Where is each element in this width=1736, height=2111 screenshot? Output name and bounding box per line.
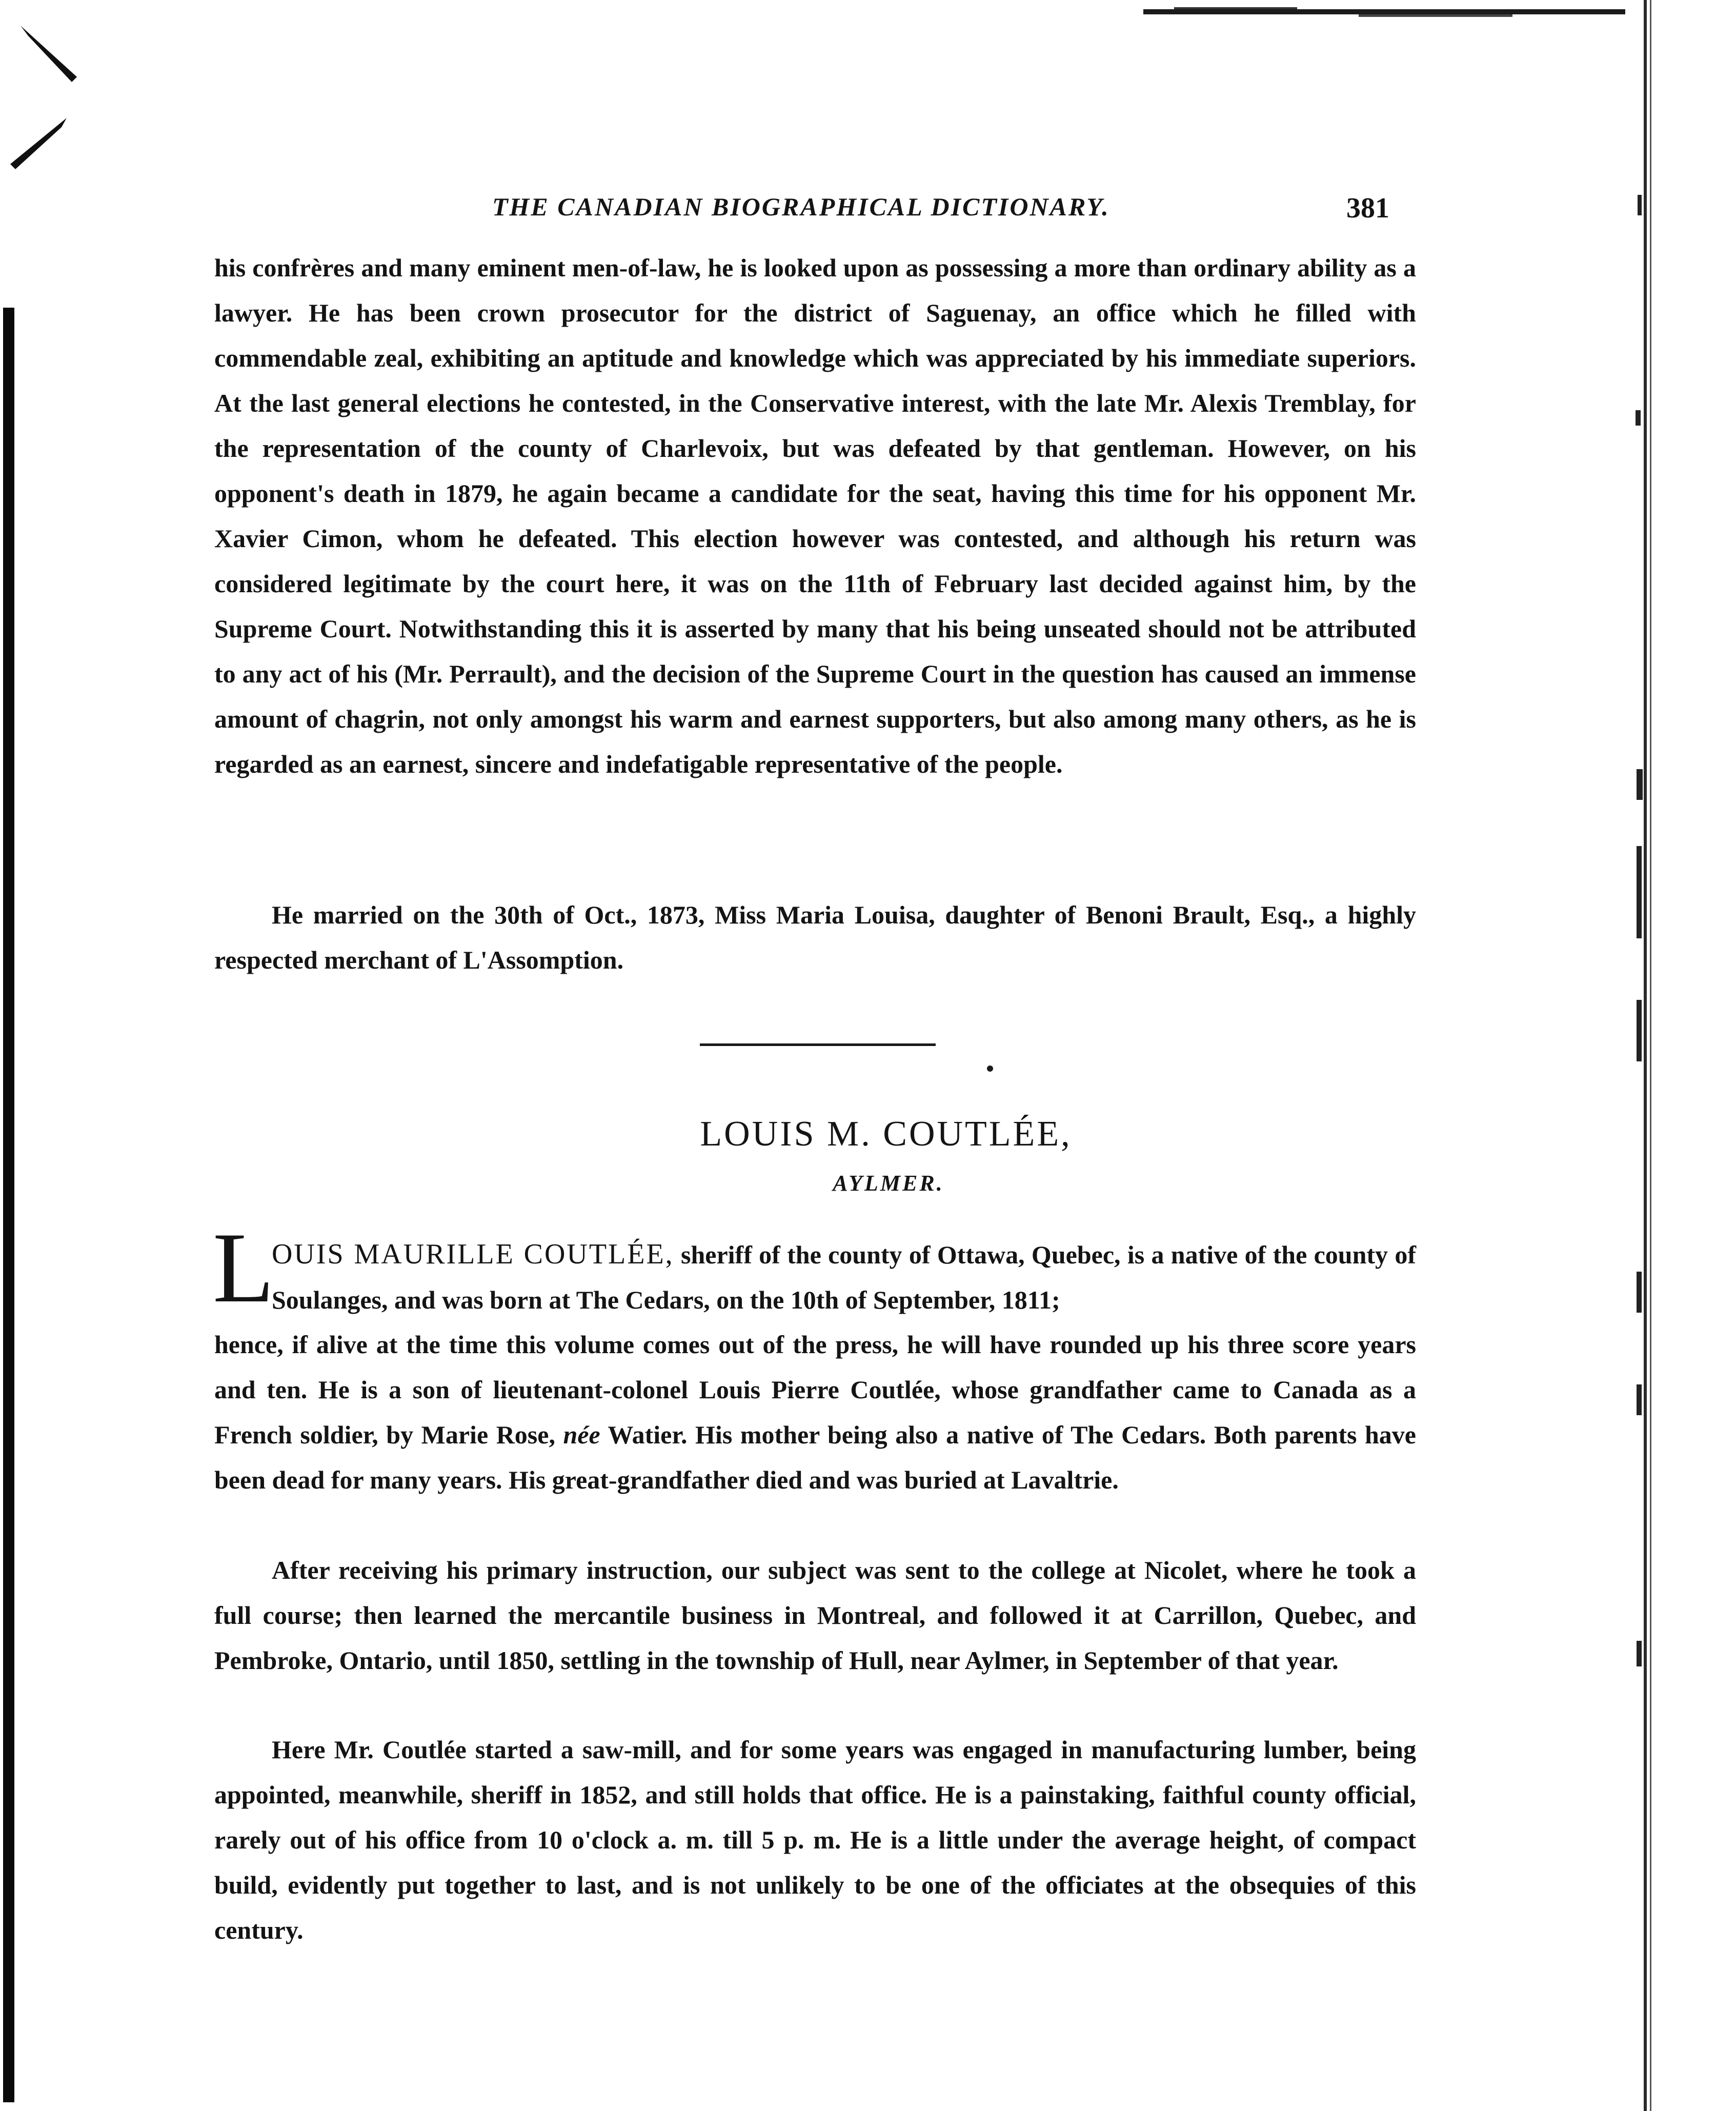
- entry-opening-lines: [272, 1232, 1416, 1322]
- divider-dot: [987, 1065, 993, 1072]
- page-number: 381: [1346, 192, 1389, 224]
- entry-paragraph-1: [214, 1322, 1416, 1547]
- entry-place: AYLMER.: [833, 1171, 944, 1196]
- entry-heading: LOUIS M. COUTLÉE,: [700, 1114, 1072, 1154]
- previous-entry-paragraph-1: his confrères and many eminent men-of-law, he is looked upon as possessing a more than ordinary ability as a lawyer. He has been crown prosecutor for the district of Saguenay, an office which he filled with commendable zeal, exhibiting an aptitude and knowledge which was appreciated by his immediate superiors. At the last general elections he contested, in the Conservative interest, with the late Mr. Alexis Tremblay, for the representation of the county of Charlevoix, but was defeated by that gentleman. However, on his opponent's death in 1879, he again became a candidate for the seat, having this time for his opponent Mr. Xavier Cimon, whom he defeated. This election however was contested, and although his return was considered legitimate by the court here, it was on the 11th of February last decided against him, by the Supreme Court. Notwithstanding this it is asserted by many that his being unseated should not be attributed to any act of his (Mr. Perrault), and the decision of the Supreme Court in the question has caused an immense amount of chagrin, not only amongst his warm and earnest supporters, but also among many others, as he is regarded as an earnest, sincere and indefatigable representative of the people.: [214, 253, 1416, 778]
- entry-lead-words: OUIS MAURILLE COUTLÉE,: [272, 1238, 674, 1270]
- scan-edge-shadow: [3, 308, 14, 2102]
- entry-paragraph-3: Here Mr. Coutlée started a saw-mill, and for some years was engaged in manufacturing lumber, being appointed, meanwhile, sheriff in 1852, and still holds that office. He is a painstaking, faithful county official, rarely out of his office from 10 o'clock a. m. till 5 p. m. He is a little under the average height, of compact build, evidently put together to last, and is not unlikely to be one of the officiates at the obsequies of this century.: [214, 1735, 1416, 1944]
- entry-paragraph-1-part-a: hence, if alive at the time this volume comes out of the press, he will have rounded up his three score years and ten. He is a son of lieutenant-colonel Louis Pierre Coutlée, whose grandfather came to Canada as a French soldier, by Marie Rose,: [214, 1330, 1416, 1449]
- drop-cap: L: [213, 1212, 274, 1323]
- scan-corner-marks: [0, 0, 87, 174]
- entry-paragraph-1-part-b: Watier. His mother being also a native of The Cedars. Both parents have been dead for many years. His great-grandfather died and was buried at Lavaltrie.: [214, 1420, 1416, 1494]
- entry-paragraph-2: After receiving his primary instruction, our subject was sent to the college at Nicolet, where he took a full course; then learned the mercantile business in Montreal, and followed it at Carrillon, Quebec, and Pembroke, Ontario, until 1850, settling in the township of Hull, near Aylmer, in September of that year.: [214, 1556, 1416, 1675]
- entry-opening-text: sheriff of the county of Ottawa, Quebec, is a native of the county of Soulanges, and was born at The Cedars, on the 10th of September, 1811;: [272, 1240, 1417, 1314]
- running-header: [215, 189, 1389, 235]
- scan-top-strip: [1143, 7, 1625, 18]
- nee-italic: née: [563, 1420, 600, 1449]
- running-title: THE CANADIAN BIOGRAPHICAL DICTIONARY.: [492, 192, 1110, 221]
- previous-entry-paragraph-2: He married on the 30th of Oct., 1873, Miss Maria Louisa, daughter of Benoni Brault, Esq., a highly respected merchant of L'Assomption.: [214, 900, 1416, 974]
- section-divider: [700, 1043, 936, 1046]
- scan-right-edge: [1630, 0, 1661, 2111]
